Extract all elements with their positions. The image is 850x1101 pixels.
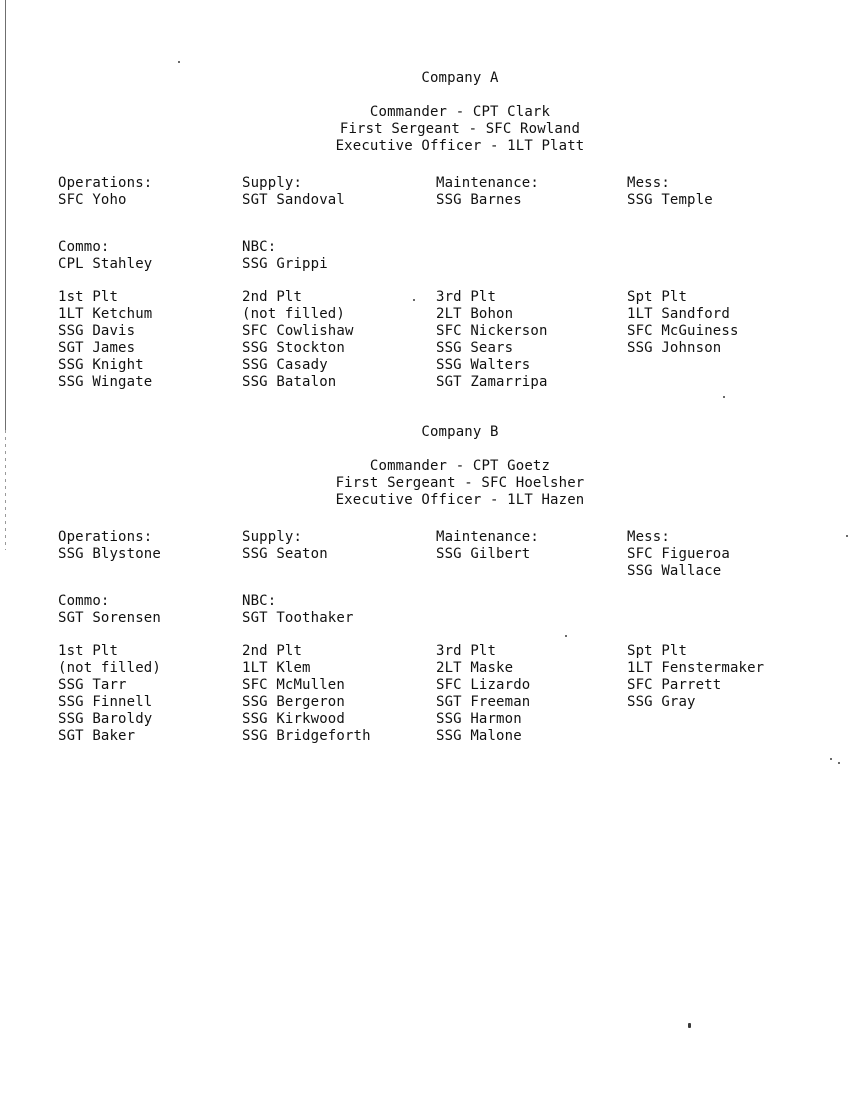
- executive-officer-line: Executive Officer - 1LT Platt: [335, 138, 585, 154]
- platoon-member: SFC Lizardo: [436, 677, 531, 693]
- platoon-member: 2LT Bohon: [436, 306, 514, 322]
- platoon-member: SSG Bergeron: [242, 694, 345, 710]
- mess-member: SFC Figueroa: [627, 546, 730, 562]
- scan-speck: [838, 762, 840, 764]
- operations-member: SFC Yoho: [58, 192, 127, 208]
- platoon-member: SSG Kirkwood: [242, 711, 345, 727]
- company-a-roster: [0, 70, 850, 400]
- maintenance-label: Maintenance:: [436, 529, 539, 545]
- platoon-member: SSG Sears: [436, 340, 514, 356]
- scan-speck: [830, 758, 832, 760]
- company-b-roster: [0, 424, 850, 754]
- maintenance-label: Maintenance:: [436, 175, 539, 191]
- scan-speck: [688, 1023, 691, 1028]
- platoon-member: 1LT Ketchum: [58, 306, 153, 322]
- platoon-heading: 1st Plt: [58, 643, 119, 659]
- company-title: Company A: [421, 70, 499, 86]
- platoon-member: 1LT Sandford: [627, 306, 730, 322]
- platoon-member: SSG Harmon: [436, 711, 522, 727]
- platoon-member: SSG Johnson: [627, 340, 722, 356]
- platoon-member: SFC McMullen: [242, 677, 345, 693]
- platoon-member: SFC McGuiness: [627, 323, 739, 339]
- platoon-heading: 1st Plt: [58, 289, 119, 305]
- supply-label: Supply:: [242, 529, 303, 545]
- nbc-member: SGT Toothaker: [242, 610, 354, 626]
- commo-member: SGT Sorensen: [58, 610, 161, 626]
- platoon-member: SSG Davis: [58, 323, 136, 339]
- platoon-member: SGT Freeman: [436, 694, 531, 710]
- platoon-member: SSG Wingate: [58, 374, 153, 390]
- platoon-member: SSG Finnell: [58, 694, 153, 710]
- supply-member: SSG Seaton: [242, 546, 328, 562]
- scan-speck: [846, 535, 848, 537]
- nbc-member: SSG Grippi: [242, 256, 328, 272]
- platoon-member: SGT Zamarripa: [436, 374, 548, 390]
- platoon-heading: 3rd Plt: [436, 643, 497, 659]
- platoon-member: SFC Parrett: [627, 677, 722, 693]
- commander-line: Commander - CPT Goetz: [369, 458, 551, 474]
- platoon-member: SSG Baroldy: [58, 711, 153, 727]
- mess-label: Mess:: [627, 175, 670, 191]
- maintenance-member: SSG Gilbert: [436, 546, 531, 562]
- platoon-member: SFC Cowlishaw: [242, 323, 354, 339]
- platoon-member: SSG Tarr: [58, 677, 127, 693]
- scan-speck: [413, 299, 415, 301]
- platoon-member: SGT James: [58, 340, 136, 356]
- operations-member: SSG Blystone: [58, 546, 161, 562]
- maintenance-member: SSG Barnes: [436, 192, 522, 208]
- platoon-member: 1LT Fenstermaker: [627, 660, 765, 676]
- company-title: Company B: [421, 424, 499, 440]
- platoon-member: SGT Baker: [58, 728, 136, 744]
- platoon-member: 1LT Klem: [242, 660, 311, 676]
- nbc-label: NBC:: [242, 593, 277, 609]
- operations-label: Operations:: [58, 175, 153, 191]
- platoon-member: SSG Casady: [242, 357, 328, 373]
- platoon-heading: 2nd Plt: [242, 289, 303, 305]
- scan-speck: [178, 61, 180, 63]
- mess-member: SSG Temple: [627, 192, 713, 208]
- first-sergeant-line: First Sergeant - SFC Hoelsher: [335, 475, 585, 491]
- platoon-member: SFC Nickerson: [436, 323, 548, 339]
- scan-speck: [723, 396, 725, 398]
- platoon-member: SSG Knight: [58, 357, 144, 373]
- mess-label: Mess:: [627, 529, 670, 545]
- platoon-member: SSG Batalon: [242, 374, 337, 390]
- platoon-heading: 3rd Plt: [436, 289, 497, 305]
- platoon-member: SSG Gray: [627, 694, 696, 710]
- platoon-member: (not filled): [242, 306, 345, 322]
- platoon-heading: Spt Plt: [627, 643, 688, 659]
- nbc-label: NBC:: [242, 239, 277, 255]
- platoon-member: SSG Walters: [436, 357, 531, 373]
- platoon-member: SSG Bridgeforth: [242, 728, 371, 744]
- supply-member: SGT Sandoval: [242, 192, 345, 208]
- platoon-member: (not filled): [58, 660, 161, 676]
- supply-label: Supply:: [242, 175, 303, 191]
- platoon-member: SSG Stockton: [242, 340, 345, 356]
- commo-label: Commo:: [58, 593, 110, 609]
- executive-officer-line: Executive Officer - 1LT Hazen: [335, 492, 585, 508]
- platoon-heading: 2nd Plt: [242, 643, 303, 659]
- operations-label: Operations:: [58, 529, 153, 545]
- commander-line: Commander - CPT Clark: [369, 104, 551, 120]
- first-sergeant-line: First Sergeant - SFC Rowland: [339, 121, 581, 137]
- platoon-heading: Spt Plt: [627, 289, 688, 305]
- platoon-member: 2LT Maske: [436, 660, 514, 676]
- commo-label: Commo:: [58, 239, 110, 255]
- commo-member: CPL Stahley: [58, 256, 153, 272]
- scan-speck: [565, 635, 567, 637]
- platoon-member: SSG Malone: [436, 728, 522, 744]
- mess-member: SSG Wallace: [627, 563, 722, 579]
